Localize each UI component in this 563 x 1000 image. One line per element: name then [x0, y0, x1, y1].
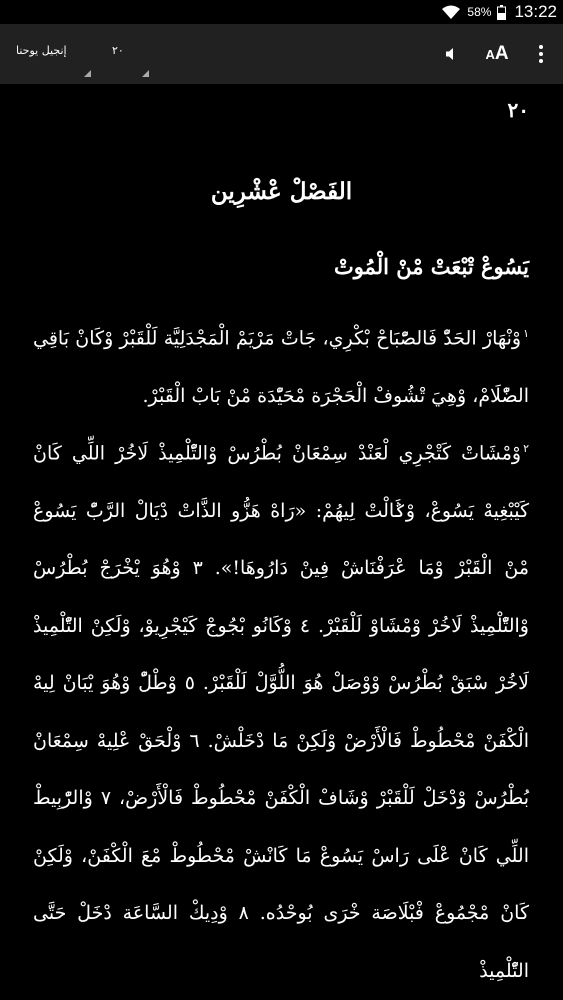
overflow-menu-button[interactable]: [528, 34, 554, 74]
font-size-small-icon: A: [485, 46, 495, 62]
book-selector[interactable]: [8, 24, 94, 84]
overflow-menu-icon: [539, 45, 543, 63]
font-size-button[interactable]: [478, 34, 516, 74]
chapter-number: ٢٠: [507, 98, 529, 122]
speaker-icon: [443, 46, 459, 62]
wifi-icon: [441, 4, 461, 20]
reading-pane[interactable]: [0, 84, 563, 982]
app-toolbar: [0, 24, 563, 84]
dropdown-corner-icon: [142, 70, 149, 77]
status-bar: [0, 0, 563, 24]
chapter-selector[interactable]: [104, 24, 156, 84]
verse-number: ١: [523, 327, 529, 340]
chapter-selector-label: ٢٠: [112, 44, 124, 57]
battery-icon: [497, 5, 506, 20]
verse-paragraph: [33, 305, 529, 425]
clock: 13:22: [514, 2, 557, 21]
battery-percent: 58%: [467, 5, 492, 19]
verse-text: وْنْهَارْ الحَدّْ فَالصّْبَاحْ بْكْرِي، جَاتْ مَرْيَمْ الْمَجْدَلِيَّة لَلْقَبْرْ وْكَانْ بَاقِي الضّْلَامْ، وْهِيَ تْشُوفْ الْحَجْرَة مْحَيّْدَة مْنْ بَابْ الْقَبْرْ.: [33, 327, 529, 407]
book-selector-label: إنجيل يوحنا: [16, 44, 67, 57]
speaker-button[interactable]: [436, 34, 466, 74]
verse-number: ٢: [523, 442, 529, 455]
verse-paragraph: [33, 420, 529, 1000]
section-heading: يَسُوعْ تْبْعَتْ مْنْ الْمُوتْ: [333, 254, 529, 279]
font-size-large-icon: A: [494, 43, 509, 64]
verse-text: وْمْشَاتْ كَتْجْرِي لْعَنْدْ سِمْعَانْ بُطْرُسْ وْالتّْلْمِيذْ لَاخُرْ اللِّي كَانْ كَيْبْغِيهْ يَسُوعْ، وْݣَالْتْ لِيهُمْ: «رَاهْ هَزُّو الذَّاتْ دْيَالْ الرَّبّْ يَسُوعْ مْنْ الْقَبْرْ وْمَا عْرَفْنَاشْ فِينْ دَارُوهَا!». ٣ وْهُوَ يْخْرَجْ بُطْرُسْ وْالتّْلْمِيذْ لَاخُرْ وْمْشَاوْ لَلْقَبْرْ. ٤ وْكَانُو بْجُوجْ كَيْجْرِيوْ، وْلَكِنْ التّْلْمِيذْ لَاخُرْ سْبَقْ بُطْرُسْ وْوْصَلْ هُوَ اللُّوَّلْ لَلْقَبْرْ. ٥ وْطْلّْ وْهُوَ يْبَانْ لِيهْ الْكْفَنْ مْحْطُوطْ فَالْأَرْضْ وْلَكِنْ مَا دْخَلْشْ. ٦ وْلْحَقْ عْلِيهْ سِمْعَانْ بُطْرُسْ وْدْخَلْ لَلْقَبْرْ وْشَافْ الْكْفَنْ مْحْطُوطْ فَالْأَرْضْ، ٧ وْالرّْبِيطْ اللِّي كَانْ عْلَى رَاسْ يَسُوعْ مَا كَانْشْ مْحْطُوطْ مْعَ الْكْفَنْ، وْلَكِنْ كَانْ مْجْمُوعْ فْبْلَاصَة خْرَى بُوحْدُه. ٨ وْدِيكْ السَّاعَة دْخَلْ حَتَّى التّْلْمِيذْ: [33, 442, 530, 982]
dropdown-corner-icon: [84, 70, 91, 77]
chapter-heading: الفَصْلْ عْشْرِين: [210, 178, 353, 205]
